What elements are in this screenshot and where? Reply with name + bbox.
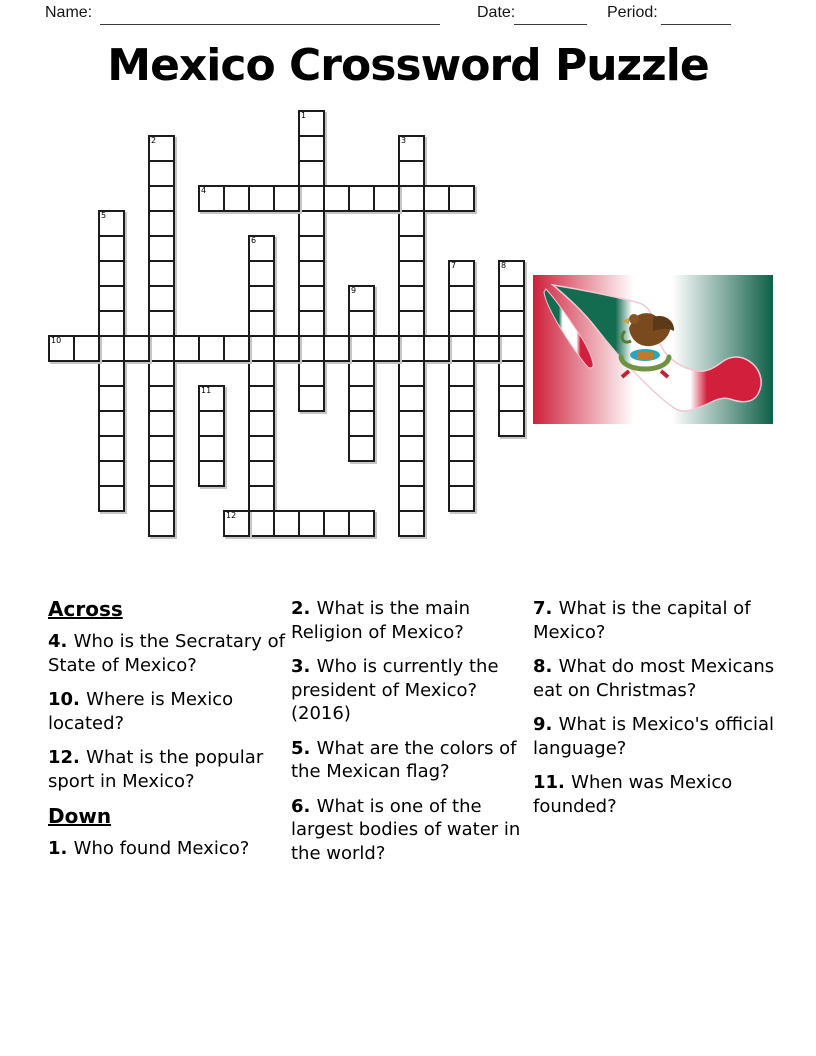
clue-column-3 (533, 597, 779, 829)
grid-cell (498, 285, 525, 312)
grid-cell (223, 335, 250, 362)
grid-cell (248, 310, 275, 337)
cell-number: 8 (501, 261, 507, 270)
grid-cell (298, 210, 325, 237)
grid-cell (298, 185, 325, 212)
grid-cell (248, 485, 275, 512)
clue-number: 10. (48, 689, 87, 710)
grid-cell (123, 335, 150, 362)
grid-cell (373, 185, 400, 212)
grid-cell (398, 410, 425, 437)
grid-cell (198, 185, 225, 212)
clue-5: 5. What are the colors of the Mexican flag? (291, 737, 517, 782)
grid-cell (223, 185, 250, 212)
grid-cell (348, 310, 375, 337)
clue-2: 2. What is the main Religion of Mexico? (291, 598, 470, 643)
grid-cell (73, 335, 100, 362)
grid-cell (398, 360, 425, 387)
clue-column-1 (48, 597, 286, 872)
grid-cell (148, 310, 175, 337)
emblem-box (637, 352, 653, 360)
grid-cell (98, 360, 125, 387)
grid-cell (348, 285, 375, 312)
grid-cell (448, 310, 475, 337)
clue-number: 12. (48, 747, 87, 768)
grid-cell (448, 185, 475, 212)
cell-number: 6 (251, 236, 257, 245)
clue-11: 11. When was Mexico founded? (533, 772, 733, 817)
grid-cell (298, 385, 325, 412)
grid-cell (373, 335, 400, 362)
clue-7: 7. What is the capital of Mexico? (533, 598, 751, 643)
grid-cell (498, 410, 525, 437)
eagle-head (629, 314, 639, 324)
grid-cell (398, 160, 425, 187)
grid-cell (298, 160, 325, 187)
grid-cell (98, 210, 125, 237)
grid-cell (248, 460, 275, 487)
clue-4: 4. Who is the Secratary of State of Mexico? (48, 631, 285, 676)
grid-cell (298, 110, 325, 137)
cell-number: 3 (401, 136, 407, 145)
grid-cell (348, 410, 375, 437)
grid-cell (148, 410, 175, 437)
across-heading: Across (48, 597, 123, 621)
down-heading: Down (48, 804, 112, 828)
clue-number: 5. (291, 737, 317, 759)
mexico-flag-map-image (533, 275, 773, 424)
cell-number: 10 (51, 336, 62, 345)
clue-9: 9. What is Mexico's official language? (533, 714, 774, 759)
clue-number: 6. (291, 795, 317, 817)
grid-cell (398, 235, 425, 262)
grid-cell (198, 435, 225, 462)
grid-cell (148, 235, 175, 262)
grid-cell (448, 435, 475, 462)
grid-cell (348, 335, 375, 362)
grid-cell (248, 335, 275, 362)
grid-cell (98, 410, 125, 437)
grid-cell (298, 510, 325, 537)
grid-cell (473, 335, 500, 362)
grid-cell (498, 260, 525, 287)
clue-number: 8. (533, 656, 559, 677)
clue-8: 8. What do most Mexicans eat on Christmas? (533, 656, 775, 701)
grid-cell (348, 360, 375, 387)
grid-cell (398, 210, 425, 237)
grid-cell (448, 460, 475, 487)
name-label: Name: (45, 4, 93, 21)
clue-column-2 (291, 597, 534, 876)
grid-cell (298, 260, 325, 287)
grid-cell (173, 335, 200, 362)
grid-cell (323, 510, 350, 537)
grid-cell (48, 335, 75, 362)
grid-cell (348, 435, 375, 462)
clue-number: 11. (533, 772, 572, 793)
grid-cell (148, 135, 175, 162)
grid-cell (148, 210, 175, 237)
grid-cell (248, 260, 275, 287)
grid-cell (248, 435, 275, 462)
grid-cell (98, 485, 125, 512)
grid-cell (273, 185, 300, 212)
grid-cell (398, 435, 425, 462)
grid-cell (448, 485, 475, 512)
grid-cell (248, 285, 275, 312)
grid-cell (448, 285, 475, 312)
grid-cell (448, 385, 475, 412)
grid-cell (398, 260, 425, 287)
grid-cell (98, 460, 125, 487)
grid-cell (98, 385, 125, 412)
grid-cell (498, 335, 525, 362)
grid-cell (398, 335, 425, 362)
grid-cell (198, 335, 225, 362)
grid-cell (398, 285, 425, 312)
cell-number: 2 (151, 136, 157, 145)
grid-cell (223, 510, 250, 537)
cell-number: 7 (451, 261, 457, 270)
clue-1: 1. Who found Mexico? (48, 838, 250, 859)
date-label: Date: (477, 4, 516, 21)
grid-cell (198, 385, 225, 412)
grid-cell (398, 485, 425, 512)
grid-cell (348, 185, 375, 212)
clue-number: 9. (533, 714, 559, 735)
cell-number: 11 (201, 386, 212, 395)
cell-number: 9 (351, 286, 357, 295)
grid-cell (148, 285, 175, 312)
clue-number: 4. (48, 631, 74, 652)
grid-cell (148, 185, 175, 212)
grid-cell (273, 510, 300, 537)
period-label: Period: (607, 4, 658, 21)
grid-cell (198, 460, 225, 487)
grid-cell (398, 135, 425, 162)
grid-cell (298, 285, 325, 312)
clue-3: 3. Who is currently the president of Mexico? (2016) (291, 656, 499, 724)
grid-cell (298, 135, 325, 162)
grid-cell (148, 485, 175, 512)
grid-cell (498, 310, 525, 337)
grid-cell (448, 360, 475, 387)
grid-cell (148, 160, 175, 187)
grid-cell (298, 335, 325, 362)
grid-cell (398, 185, 425, 212)
grid-cell (98, 335, 125, 362)
grid-cell (248, 360, 275, 387)
page-title: Mexico Crossword Puzzle (107, 40, 709, 91)
grid-cell (448, 410, 475, 437)
grid-cell (248, 410, 275, 437)
clue-number: 2. (291, 598, 317, 619)
grid-cell (98, 260, 125, 287)
grid-cell (98, 285, 125, 312)
grid-cell (98, 235, 125, 262)
cell-number: 12 (226, 511, 237, 520)
clue-number: 3. (291, 656, 317, 677)
cell-number: 5 (101, 211, 107, 220)
clue-12: 12. What is the popular sport in Mexico? (48, 747, 264, 792)
grid-cell (148, 260, 175, 287)
grid-cell (423, 185, 450, 212)
cell-number: 4 (201, 186, 207, 195)
clue-number: 7. (533, 598, 559, 619)
grid-cell (98, 310, 125, 337)
grid-cell (148, 360, 175, 387)
grid-cell (398, 385, 425, 412)
grid-cell (248, 185, 275, 212)
grid-cell (298, 310, 325, 337)
grid-cell (148, 510, 175, 537)
grid-cell (323, 335, 350, 362)
grid-cell (498, 360, 525, 387)
grid-cell (298, 360, 325, 387)
grid-cell (348, 510, 375, 537)
grid-cell (498, 385, 525, 412)
grid-cell (148, 460, 175, 487)
clue-6: 6. What is one of the largest bodies of water in the world? (291, 795, 521, 864)
clue-number: 1. (48, 838, 74, 859)
grid-cell (323, 185, 350, 212)
grid-cell (248, 235, 275, 262)
grid-cell (98, 435, 125, 462)
grid-cell (148, 435, 175, 462)
grid-cell (273, 335, 300, 362)
grid-cell (448, 335, 475, 362)
grid-cell (398, 310, 425, 337)
grid-cell (398, 460, 425, 487)
grid-cell (248, 510, 275, 537)
clue-10: 10. Where is Mexico located? (48, 689, 234, 734)
cell-number: 1 (301, 111, 307, 120)
grid-cell (348, 385, 375, 412)
grid-cell (148, 385, 175, 412)
grid-cell (448, 260, 475, 287)
grid-cell (398, 510, 425, 537)
grid-cell (198, 410, 225, 437)
grid-cell (248, 385, 275, 412)
grid-cell (423, 335, 450, 362)
grid-cell (298, 235, 325, 262)
grid-cell (148, 335, 175, 362)
